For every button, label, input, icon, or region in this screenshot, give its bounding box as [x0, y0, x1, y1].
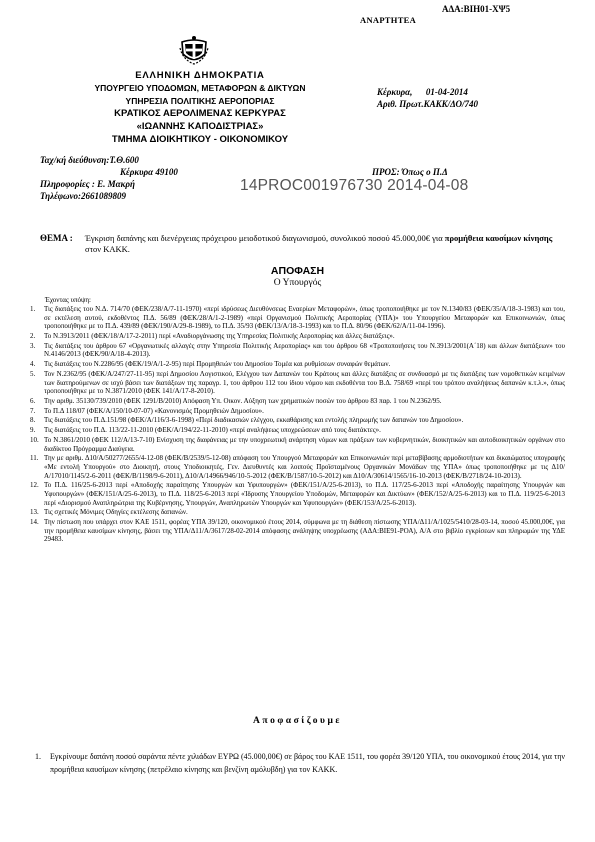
- considerations-list: [30, 305, 565, 545]
- item-text: Το Π.Δ 118/07 (ΦΕΚ/Α/150/10-07-07) «Κανονισμός Προμηθειών Δημοσίου».: [44, 406, 264, 415]
- item-text: Τον Ν.2362/95 (ΦΕΚ/Α/247/27-11-95) περί Δημοσίου Λογιστικού, Ελέγχου των Δαπανών του Κράτους και άλλες διατάξεις σε συνδυασμό με τις διατάξεις των νομοθετικών κειμένων των διατηρούμενων σε ισχύ βάσει των διατάξεων της παραγρ. 1, του άρθρου 112 του ίδιου νόμου και εκδοθέντα του Β.Δ. 758/69 «περί του τρόπου αναλήψεως δαπανών κ.τ.λ.», όπως τροποποιήθηκε με το Ν.3871/2010 (ΦΕΚ 141/Α/17-8-2010).: [44, 369, 565, 396]
- item-number: 2.: [30, 331, 36, 340]
- item-text: Τις σχετικές Μόνιμες Οδηγίες εκτέλεσης δαπανών.: [44, 508, 188, 517]
- recipient: ΠΡΟΣ: Όπως ο Π.Δ: [372, 167, 448, 177]
- header-line-ministry: ΥΠΟΥΡΓΕΙΟ ΥΠΟΔΟΜΩΝ, ΜΕΤΑΦΟΡΩΝ & ΔΙΚΤΥΩΝ: [94, 83, 306, 93]
- anartitea-label: ΑΝΑΡΤΗΤΕΑ: [360, 15, 417, 25]
- item-text: Τις διατάξεις του Π.Δ.151/98 (ΦΕΚ/Α/116/3-6-1998) «Περί διαδικασιών ελέγχου, εκκαθάρισης και εντολής πληρωμής των δαπανών του Δημοσίου».: [44, 416, 464, 425]
- item-number: 14.: [30, 518, 39, 527]
- item-number: 3.: [30, 341, 36, 350]
- subject-label: ΘΕΜΑ :: [40, 233, 73, 243]
- item-number: 9.: [30, 426, 36, 435]
- list-item: [30, 416, 565, 425]
- item-text: Τις διατάξεις του Ν.Δ. 714/70 (ΦΕΚ/238/Α/7-11-1970) «περί ιδρύσεως Διευθύνσεως Εναερίων Μεταφορών», όπως τροποποιήθηκε με τον Ν.1340/83 (ΦΕΚ/35/Α/18-3-1983) και του, σε εκτέλεση αυτού, εκδοθέντος Π.Δ. 56/89 (ΦΕΚ/28/Α/1-2-1989) «περί Οργανισμού Πολιτικής Αεροπορίας (ΥΠΑ)» του Υπουργείου Μεταφορών και Επικοινωνιών, όπως τροποποιήθηκε με το Π.Δ. 439/89 (ΦΕΚ/190/Α/29-8-1989), το Π.Δ. 35/93 (ΦΕΚ/13/Α/18-3-1993) και το Π.Δ. 80/96 (ΦΕΚ/62/Α/11-04-1996).: [44, 305, 565, 331]
- list-item: [30, 370, 565, 396]
- header-line-airport-name: «ΙΩΑΝΝΗΣ ΚΑΠΟΔΙΣΤΡΙΑΣ»: [136, 121, 264, 132]
- header-line-airport: ΚΡΑΤΙΚΟΣ ΑΕΡΟΛΙΜΕΝΑΣ ΚΕΡΚΥΡΑΣ: [114, 108, 286, 119]
- decision-number: 1.: [35, 752, 41, 761]
- item-number: 11.: [30, 454, 39, 463]
- item-text: Το Ν.3913/2011 (ΦΕΚ/18/Α/17-2-2011) περί «Αναδιοργάνωσης της Υπηρεσίας Πολιτικής Αεροπορίας και άλλες διατάξεις».: [44, 331, 395, 340]
- list-item: [30, 508, 565, 517]
- item-number: 6.: [30, 396, 36, 405]
- subject-text: [85, 233, 565, 255]
- item-number: 7.: [30, 406, 36, 415]
- list-item: [30, 332, 565, 341]
- item-text: Την με αριθμ. Δ10/Α/50277/2655/4-12-08 (ΦΕΚ/Β/2539/5-12-08) απόφαση του Υπουργού Μεταφορών και Επικοινωνιών περί μεταβίβασης αρμοδιοτήτων και δικαιώματος υπογραφής «Με εντολή Υπουργού» στο Διοικητή, στους Υποδιοικητές, Γεν. Διευθυντές και λοιπούς Προϊσταμένους Οργανικών Μονάδων της ΥΠΑ» όπως τροποποιήθηκε με τις Δ10/Α/17010/1145/2-6-2011 (ΦΕΚ/Β/1198/9-6-2011), Δ10/Α/14966/946/10-5-2012 (ΦΕΚ/Β/1587/10-5-2012) και Δ10/Α/30614/1565/16-10-2013 (ΦΕΚ/Β/2718/24-10-2013).: [44, 454, 565, 480]
- ada-code: ΑΔΑ:ΒΙΗ01-ΧΨ5: [442, 4, 511, 14]
- item-number: 12.: [30, 481, 39, 490]
- subject-text-main: Έγκριση δαπάνης και διενέργειας πρόχειρου μειοδοτικού διαγωνισμού, συνολικού ποσού 45.000,00€ για: [85, 233, 443, 243]
- item-number: 8.: [30, 416, 36, 425]
- item-number: 4.: [30, 360, 36, 369]
- list-item: [30, 342, 565, 359]
- protocol-number: Αριθ. Πρωτ.ΚΑΚΚ/ΔΟ/740: [377, 99, 479, 109]
- list-item: [30, 407, 565, 416]
- list-item: [30, 518, 565, 544]
- item-text: Το Ν.3861/2010 (ΦΕΚ 112/Α/13-7-10) Ενίσχυση της διαφάνειας με την υποχρεωτική ανάρτηση νόμων και πράξεων των κυβερνητικών, διοικητικών και αυτοδιοικητικών οργάνων στο διαδίκτυο Πρόγραμμα Διαύγεια.: [44, 436, 565, 453]
- list-item: [30, 436, 565, 453]
- subject-text-tail: στον ΚΑΚΚ.: [85, 244, 130, 254]
- greek-emblem-icon: [179, 34, 209, 66]
- header-line-service: ΥΠΗΡΕΣΙΑ ΠΟΛΙΤΙΚΗΣ ΑΕΡΟΠΟΡΙΑΣ: [125, 96, 275, 106]
- item-text: Την πίστωση που υπάρχει στον ΚΑΕ 1511, φορέας ΥΠΑ 39/120, οικονομικού έτους 2014, σύμφωνα με τη διάθεση πίστωσης ΥΠΑ/Δ11/Α/1025/5410/28-03-14, ποσού 45.000,00€, για την προμήθεια καυσίμων κίνησης, βάσει της ΥΠΑ/Δ11/Α/3617/28-02-2014 απόφασης ανάληψης υποχρέωσης (ΑΔΑ:ΒΙΕ91-ΡΟΑ), Α/Α στο βιβλίο εγκρίσεων και πληρωμών της ΥΔΕ 29483.: [44, 518, 565, 544]
- list-item: [30, 426, 565, 435]
- decision-item: [35, 751, 565, 776]
- decision-text: Εγκρίνουμε δαπάνη ποσού σαράντα πέντε χιλιάδων ΕΥΡΩ (45.000,00€) σε βάρος του ΚΑΕ 1511, του φορέα 39/120 ΥΠΑ, του οικονομικού έτους 2014, για την προμήθεια καυσίμων κίνησης (πετρέλαιο κίνησης και βενζίνη αμόλυβδη) για τον ΚΑΚΚ.: [50, 752, 565, 774]
- item-text: Τις διατάξεις του Ν.2286/95 (ΦΕΚ/19/Α/1-2-95) περί Προμηθειών του Δημοσίου Τομέα και ρυθμίσεων συναφών θεμάτων.: [44, 360, 391, 369]
- information-contact: Πληροφορίες : Ε. Μακρή: [40, 179, 136, 189]
- header-line-democracy: ΕΛΛΗΝΙΚΗ ΔΗΜΟΚΡΑΤΙΑ: [135, 70, 265, 81]
- postal-address: Ταχ/κή διεύθυνση:Τ.Θ.600: [40, 155, 139, 165]
- list-item: [30, 397, 565, 406]
- decision-heading: ΑΠΟΦΑΣΗ: [270, 265, 325, 277]
- item-text: Την αριθμ. 35130/739/2010 (ΦΕΚ 1291/Β/2010) Απόφαση Υπ. Οικον. Αύξηση των χρηματικών ποσών του άρθρου 83 παρ. 1 του Ν.2362/95.: [44, 396, 442, 405]
- item-number: 1.: [30, 305, 36, 313]
- place-date: Κέρκυρα, 01-04-2014: [377, 87, 468, 97]
- telephone: Τηλέφωνο:2661089809: [40, 191, 127, 201]
- item-text: Το Π.Δ. 116/25-6-2013 περί «Αποδοχής παραίτησης Υπουργών και Υφυπουργών» (ΦΕΚ/151/Α/25-6-2013), το Π.Δ. 117/25-6-2013 περί «Αποδοχής παραίτησης Υπουργών και Υφυπουργών» (ΦΕΚ/151/Α/25-6-2013), το Π.Δ. 118/25-6-2013 περί «Ίδρυσης Υπουργείου Υποδομών, Μεταφορών και Δικτύων» (ΦΕΚ/152/Α/25-6-2013) και το Π.Δ. 119/25-6-2013 περί «Διορισμού Αναπληρώτρια της Κυβέρνησης, Υπουργών, Αναπληρωτών Υπουργών και Υφυπουργών» (ΦΕΚ/153/Α/25-6-2013).: [44, 481, 565, 507]
- procurement-stamp: 14PROC001976730 2014-04-08: [240, 177, 469, 194]
- subject-text-bold: προμήθεια καυσίμων κίνησης: [444, 233, 553, 243]
- item-number: 10.: [30, 436, 39, 444]
- list-item: [30, 360, 565, 369]
- list-item: [30, 481, 565, 507]
- item-text: Τις διατάξεις του Π.Δ. 113/22-11-2010 (ΦΕΚ/Α/194/22-11-2010) «περί αναλήψεως υποχρεώσεων από τους διατάκτες».: [44, 426, 381, 435]
- city-postcode: Κέρκυρα 49100: [120, 167, 178, 177]
- we-decide-heading: Αποφασίζουμε: [253, 716, 342, 726]
- header-line-department: ΤΜΗΜΑ ΔΙΟΙΚΗΤΙΚΟΥ - ΟΙΚΟΝΟΜΙΚΟΥ: [111, 134, 289, 145]
- item-number: 5.: [30, 369, 36, 378]
- item-text: Τις διατάξεις του άρθρου 67 «Οργανωτικές αλλαγές στην Υπηρεσία Πολιτικής Αεροπορίας» και του άρθρου 68 «Τροποποιήσεις του Ν.3913/2001(Α΄18) και άλλων διατάξεων» του Ν.4146/2013 (ΦΕΚ/90/Α/18-4-2013).: [44, 341, 565, 359]
- list-item: [30, 454, 565, 480]
- list-item: [30, 305, 565, 331]
- considering-label: Έχοντας υπόψη:: [45, 296, 91, 304]
- item-number: 13.: [30, 508, 39, 517]
- minister-heading: Ο Υπουργός: [273, 278, 322, 288]
